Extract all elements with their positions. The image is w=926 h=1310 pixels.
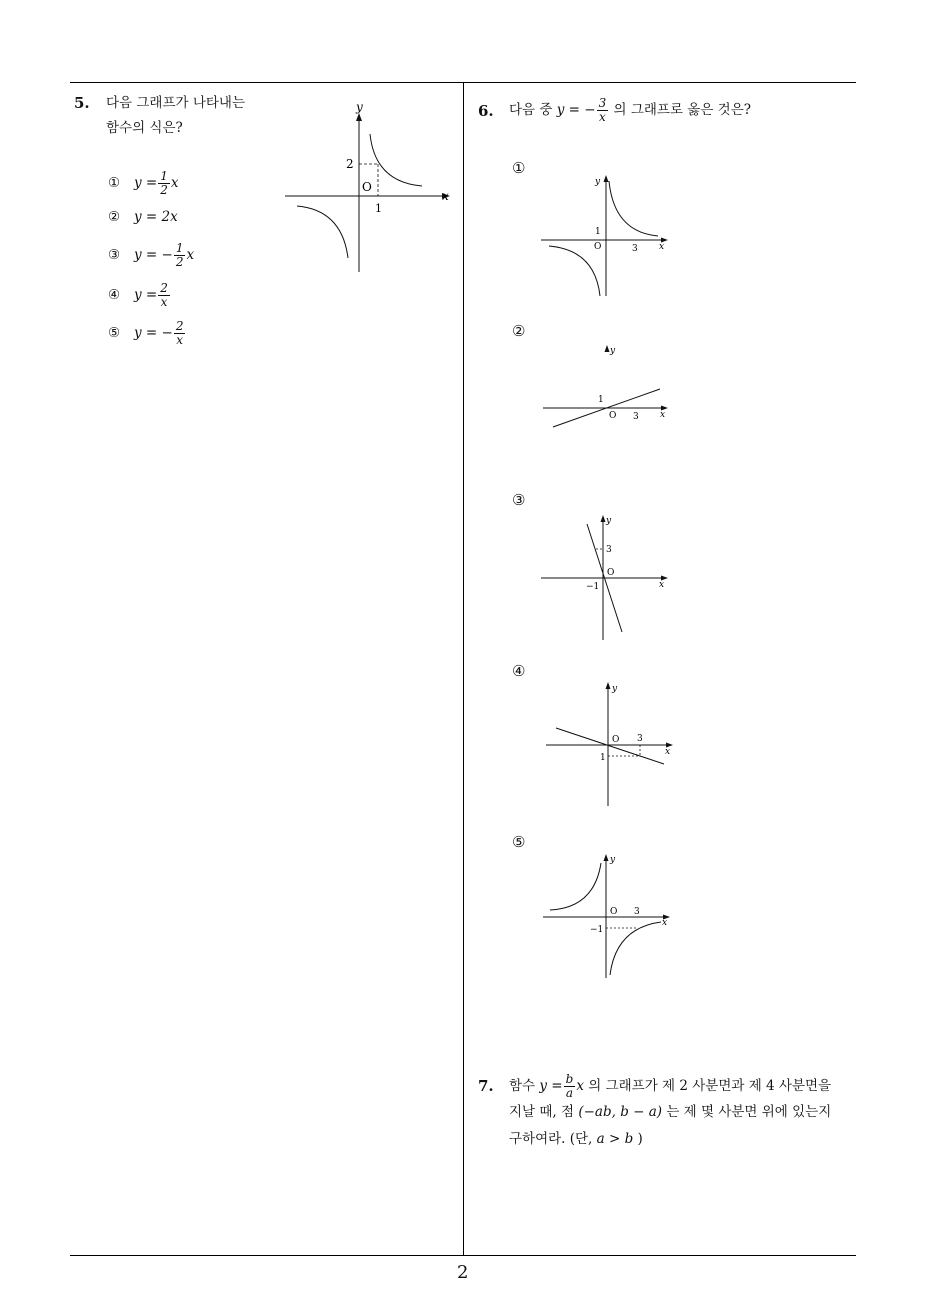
q7-l3-pre: 구하여라. (단, <box>509 1131 593 1147</box>
q5-graph-origin: O <box>362 180 372 194</box>
q5-option-frac-den: x <box>160 295 168 309</box>
q6-c1-x: x <box>659 242 665 252</box>
q5-option-frac-num: 2 <box>160 281 168 295</box>
q6-post: 의 그래프로 옳은 것은? <box>613 102 751 118</box>
q6-stem <box>509 92 751 128</box>
q6-c4-a: 3 <box>637 734 643 744</box>
q6-c1-y: y <box>595 177 601 187</box>
q7-line3 <box>509 1128 643 1150</box>
q5-option-expr: y = − <box>134 247 173 263</box>
q6-choice-1-mark: ① <box>512 159 526 177</box>
q5-option-mark: ⑤ <box>108 325 121 341</box>
q6-c4-x: x <box>665 747 671 757</box>
q5-option-mark: ① <box>108 175 121 191</box>
q5-option-expr: y = <box>134 175 158 191</box>
q5-option-mark: ④ <box>108 287 121 303</box>
q6-c2-x: x <box>660 410 666 420</box>
q7-frac-num: b <box>565 1072 574 1086</box>
q6-c1-a: 1 <box>595 227 601 237</box>
q5-option-3 <box>108 242 194 269</box>
q5-graph <box>280 98 455 278</box>
q5-option-5 <box>108 320 186 347</box>
q5-graph-y-label: y <box>356 100 363 114</box>
q5-line2: 함수의 식은? <box>106 120 183 136</box>
q7-line1 <box>509 1068 831 1104</box>
q6-choice-3-graph <box>538 512 673 644</box>
q5-option-4 <box>108 282 171 309</box>
q6-c5-a: 3 <box>634 907 640 917</box>
q5-graph-tick-x: 1 <box>375 202 382 215</box>
q5-option-mark: ② <box>108 209 121 225</box>
q5-option-frac-den: x <box>176 333 184 347</box>
q6-c1-b: 3 <box>632 244 638 254</box>
column-divider <box>463 82 464 1255</box>
q6-choice-1-graph <box>538 168 673 300</box>
q5-option-frac-den: 2 <box>175 255 184 269</box>
q5-number: 5. <box>74 94 90 112</box>
q6-c1-o: O <box>594 242 602 252</box>
q6-c2-a: 1 <box>598 395 604 405</box>
q5-option-frac-num: 2 <box>175 319 184 333</box>
q7-l2-pre: 지날 때, 점 <box>509 1104 575 1120</box>
q7-line2 <box>509 1101 831 1123</box>
q6-c3-b: −1 <box>586 582 600 592</box>
q5-option-frac-den: 2 <box>160 183 168 197</box>
q6-c3-x: x <box>659 580 665 590</box>
q7-fraction <box>564 1073 576 1100</box>
q6-choice-5-mark: ⑤ <box>512 833 526 851</box>
q6-choice-4-mark: ④ <box>512 662 526 680</box>
q5-option-fraction <box>174 320 186 347</box>
q5-option-frac-num: 1 <box>160 169 168 183</box>
q7-l1-math: y = <box>539 1078 563 1094</box>
q7-l1-post: 의 그래프가 제 2 사분면과 제 4 사분면을 <box>588 1078 832 1094</box>
q5-option-expr: y = 2x <box>134 209 178 225</box>
q7-number: 7. <box>478 1077 494 1095</box>
q5-option-var: x <box>170 175 179 191</box>
q5-option-fraction <box>158 282 170 309</box>
page-number: 2 <box>457 1262 469 1283</box>
q5-option-var: x <box>186 247 195 263</box>
q5-option-fraction <box>158 170 170 197</box>
q7-l2-math: (−ab, b − a) <box>578 1104 663 1120</box>
q6-c3-o: O <box>607 568 615 578</box>
q6-c4-y: y <box>612 684 618 694</box>
q6-c5-x: x <box>662 918 668 928</box>
q7-l3-post: ) <box>637 1131 643 1147</box>
q7-frac-den: a <box>565 1086 574 1100</box>
q7-l1-pre: 함수 <box>509 1078 536 1094</box>
q5-line1: 다음 그래프가 나타내는 <box>106 95 245 111</box>
q5-option-mark: ③ <box>108 247 121 263</box>
q6-c2-y: y <box>610 346 616 356</box>
q6-pre: 다음 중 <box>509 102 553 118</box>
q5-graph-x-label: x <box>442 189 449 203</box>
q5-option-frac-num: 1 <box>175 241 184 255</box>
q5-option-1 <box>108 170 179 197</box>
q6-choice-3-mark: ③ <box>512 491 526 509</box>
q5-graph-tick-y: 2 <box>346 157 354 171</box>
q5-option-expr: y = <box>134 287 158 303</box>
q7-l3-math: a > b <box>596 1131 634 1147</box>
q6-frac-num: 3 <box>598 96 607 110</box>
q6-choice-2-mark: ② <box>512 322 526 340</box>
q6-c2-b: 3 <box>633 412 639 422</box>
q6-fraction <box>597 97 609 124</box>
q6-c3-a: 3 <box>606 545 612 555</box>
q6-c3-y: y <box>606 516 612 526</box>
q6-choice-4-graph <box>538 678 678 810</box>
q7-l2-post: 는 제 몇 사분면 위에 있는지 <box>666 1104 832 1120</box>
q6-choice-2-graph <box>538 340 673 435</box>
q6-c5-b: −1 <box>590 925 604 935</box>
q6-c2-o: O <box>609 411 617 421</box>
q6-frac-den: x <box>598 110 606 124</box>
q6-c5-o: O <box>610 907 618 917</box>
q5-option-expr: y = − <box>134 325 173 341</box>
q5-option-2 <box>108 208 178 226</box>
q6-choice-5-graph <box>538 850 678 982</box>
q5-option-fraction <box>174 242 186 269</box>
q6-math-pre: y = − <box>556 102 596 118</box>
q6-c4-b: 1 <box>600 753 606 763</box>
bottom-rule <box>70 1255 856 1256</box>
q7-l1-x: x <box>576 1078 584 1094</box>
q6-c4-o: O <box>612 735 620 745</box>
q6-number: 6. <box>478 102 494 120</box>
q6-c5-y: y <box>610 855 616 865</box>
